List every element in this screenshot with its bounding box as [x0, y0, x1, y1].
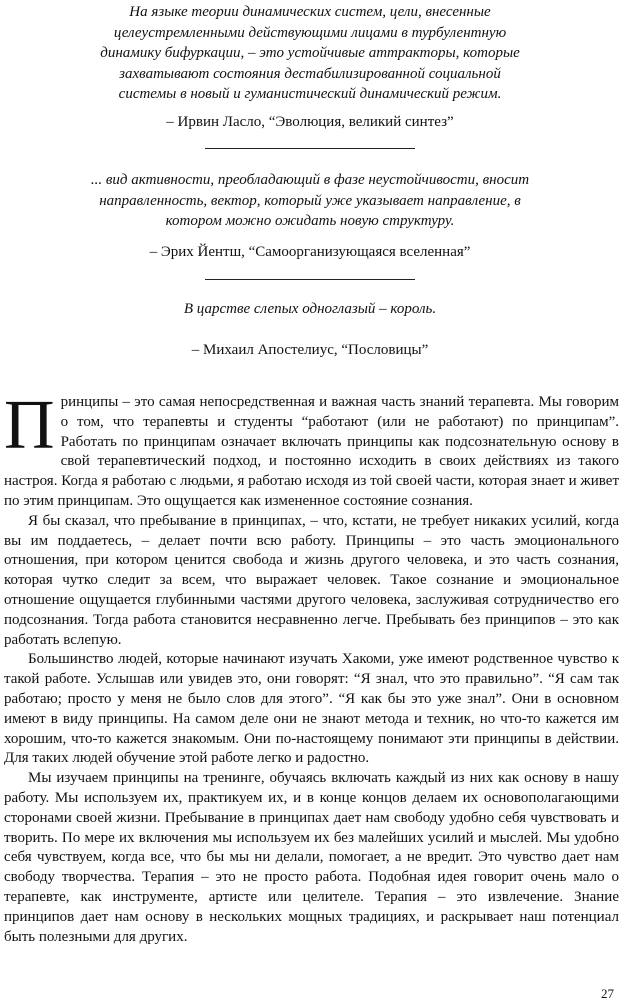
paragraph-4: Мы изучаем принципы на тренинге, обучаясь включать каждый из них как основу в нашу работу. Мы используем их, практикуем их, и в конце концов делаем их основополагающими сторонами своей жизни. Пребывание в принципах дает нам свободу удобно себя чувствовать и творить. По мере их включения мы используем их без малейших усилий и мыслей. Мы удобно себя чувствуем, когда все, что бы мы ни делали, помогает, а не вредит. Это чувство дает нам свободу творчества. Терапия – это не просто работа. Подобная идея говорит очень мало о терапевте, как инструменте, артисте или целителе. Терапия – это извлечение. Знание принципов дает нам основу в нескольких мощных традициях, и раскрывает наш потенциал быть полезными для других. [4, 770, 619, 945]
epigraph-1-line-1: На языке теории динамических систем, цели, внесенные [129, 4, 491, 20]
epigraph-1-line-2: целеустремленными действующими лицами в турбулентную [113, 24, 507, 41]
drop-cap: П [4, 387, 55, 464]
paragraph-3: Большинство людей, которые начинают изучать Хакоми, уже имеют родственное чувство к такой работе. Услышав или увидев это, они говорят: “Я знал, что это правильно”. “Я сам так работаю; просто у меня не было слов для этого”. “Я как бы это уже знал”. Они в основном имеют в виду принципы. На самом деле они не знают метода и техник, но что-то кажется им хорошим, что-то кажется знакомым. Они по-настоящему понимают эти принципы в действии. Для таких людей обучение этой работе легко и радостно. [4, 651, 619, 767]
epigraph-3-attribution: – Михаил Апостелиус, “Пословицы” [191, 342, 429, 358]
epigraph-3 [60, 299, 560, 320]
epigraph-2-attribution: – Эрих Йентш, “Самоорганизующаяся вселенная” [149, 244, 471, 260]
paragraph-2: Я бы сказал, что пребывание в принципах, – что, кстати, не требует никаких усилий, когда вы им поддаетесь, – делает почти всю работу. Принципы – это часть эмоционального отношения, при котором ценится свобода и жизнь другого человека, и это часть сознания, которая чутко следит за всем, что выражает человек. Такое сознание и эмоциональное отношение ощущается глубинными частями другого человека, заслуживая сотрудничество его подсознания. Тогда работа становится несравненно легче. Пребывать без принципов – это как работать вслепую. [4, 512, 619, 648]
epigraph-2-line-2: направленность, вектор, который уже указывает направление, в [99, 192, 521, 209]
paragraph-1-text: ринципы – это самая непосредственная и важная часть знаний терапевта. Мы говорим о том, что терапевты и студенты “работают (или не работают) по принципам”. Работать по принципам означает включать принципы как подсознательную основу в свой терапевтический подход, и постоянно исходить в своих действиях из такого настроя. Когда я работаю с людьми, я работаю исходя из той своей части, которая знает и живет по этим принципам. Это ощущается как измененное состояние сознания. [4, 394, 619, 509]
epigraph-2-line-3: котором можно ожидать новую структуру. [165, 213, 455, 229]
epigraph-1-attribution-wrap [60, 112, 560, 132]
epigraph-1-line-5: системы в новый и гуманистический динамический режим. [118, 86, 502, 102]
epigraph-1 [60, 2, 560, 105]
epigraph-1-attribution: – Ирвин Ласло, “Эволюция, великий синтез” [166, 114, 454, 130]
body-text [4, 387, 619, 947]
separator-rule-1 [205, 148, 415, 149]
separator-rule-2 [205, 279, 415, 280]
paragraph-1 [4, 387, 619, 512]
epigraph-2-attribution-wrap [60, 242, 560, 262]
epigraph-3-attribution-wrap [60, 340, 560, 360]
epigraph-1-line-3: динамику бифуркации, – это устойчивые аттракторы, которые [100, 45, 520, 61]
epigraph-1-line-4: захватывают состояния дестабилизированной социальной [119, 65, 501, 82]
epigraph-2-line-1: ... вид активности, преобладающий в фазе неустойчивости, вносит [90, 172, 530, 188]
epigraph-2 [60, 170, 560, 232]
epigraph-3-line-1: В царстве слепых одноглазый – король. [183, 301, 437, 317]
page-number: 27 [601, 986, 614, 1001]
